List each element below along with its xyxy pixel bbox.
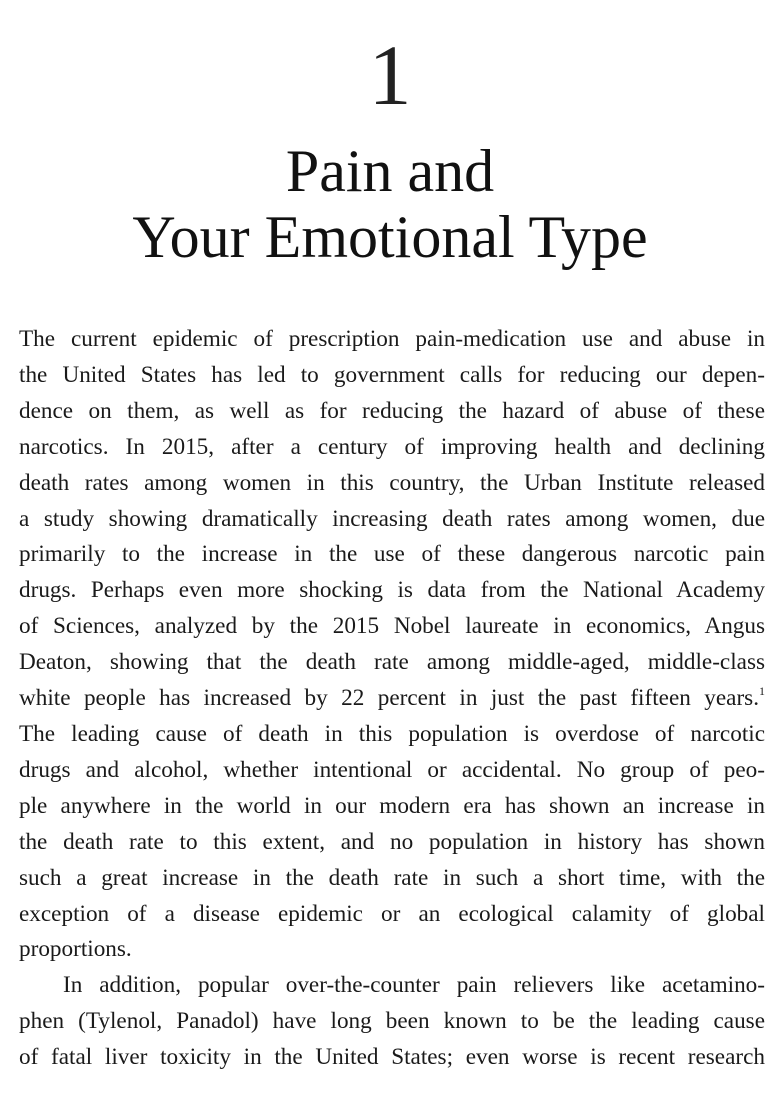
paragraph-2 [19, 968, 765, 1076]
text-line: The current epidemic of prescription pain-medication use and abuse in [19, 326, 765, 352]
text-line: a study showing dramatically increasing death rates among women, due [19, 505, 765, 532]
text-line: phen (Tylenol, Panadol) have long been known to be the leading cause [19, 1008, 765, 1035]
footnote-marker[interactable]: 1 [759, 684, 765, 699]
text-line: the death rate to this extent, and no population in history has shown [19, 828, 765, 855]
text-line: the United States has led to government calls for reducing our depen- [19, 361, 765, 388]
text-line: ple anywhere in the world in our modern era has shown an increase in [19, 792, 765, 819]
text-line: of Sciences, analyzed by the 2015 Nobel laureate in economics, Angus [19, 613, 765, 640]
text-line: narcotics. In 2015, after a century of improving health and declining [19, 433, 765, 460]
text-line: The leading cause of death in this population is overdose of narcotic [19, 720, 765, 747]
text-line: primarily to the increase in the use of these dangerous narcotic pain [19, 541, 765, 568]
chapter-number: 1 [368, 27, 412, 123]
text-line: death rates among women in this country, the Urban Institute released [19, 469, 765, 496]
text-line: In addition, popular over-the-counter pain relievers like acetamino- [63, 972, 765, 999]
text-line-with-footnote [19, 681, 765, 717]
text-line: Deaton, showing that the death rate among middle-aged, middle-class [19, 649, 765, 676]
text-line: drugs and alcohol, whether intentional or accidental. No group of peo- [19, 756, 765, 783]
text-line: drugs. Perhaps even more shocking is data from the National Academy [19, 577, 765, 604]
chapter-title [0, 138, 780, 270]
paragraph-1 [19, 322, 765, 968]
chapter-title-line-2: Your Emotional Type [132, 204, 648, 270]
text-line: of fatal liver toxicity in the United States; even worse is recent research [19, 1044, 765, 1071]
text-line: proportions. [19, 936, 132, 963]
body-text [19, 322, 765, 1076]
text-line: white people has increased by 22 percent in just the past fifteen years. [19, 685, 759, 712]
chapter-title-line-1: Pain and [285, 138, 495, 204]
text-line: such a great increase in the death rate in such a short time, with the [19, 864, 765, 891]
text-line: dence on them, as well as for reducing the hazard of abuse of these [19, 397, 765, 424]
text-line: exception of a disease epidemic or an ecological calamity of global [19, 900, 765, 927]
